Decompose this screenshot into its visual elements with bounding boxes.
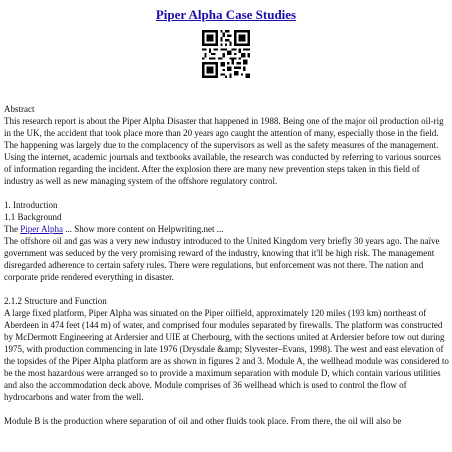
section-introduction-heading: 1. Introduction <box>4 200 58 210</box>
qr-code-icon <box>202 30 250 78</box>
document-body <box>4 103 450 427</box>
abstract-heading: Abstract <box>4 104 35 114</box>
paragraph-spacer <box>4 403 450 415</box>
background-intro-line <box>4 223 450 235</box>
section-structure-heading: 2.1.2 Structure and Function <box>4 296 107 306</box>
module-b-text: Module B is the production where separation of oil and other fluids took place. From there, the oil will also be <box>4 416 402 426</box>
title-container <box>0 6 452 24</box>
paragraph-spacer <box>4 187 450 199</box>
background-prefix: The <box>4 224 21 234</box>
section-background-heading: 1.1 Background <box>4 212 62 222</box>
paragraph-spacer <box>4 283 450 295</box>
page-title-link[interactable]: Piper Alpha Case Studies <box>155 7 297 22</box>
show-more-text: ... Show more content on Helpwriting.net ... <box>63 224 224 234</box>
piper-alpha-link[interactable]: Piper Alpha <box>20 224 63 234</box>
abstract-text: This research report is about the Piper Alpha Disaster that happened in 1988. Being one of the major oil production oil-rig in the UK, the accident that took place more than 20 years ago caught the attention of many, especially those in the field. The happening was largely due to the complacency of the supervisors as well as the safety measures of the management. Using the internet, academic journals and textbooks available, the research was conducted by referring to various sources of information regarding the incident. After the explosion there are many new prevention steps taken in this field of industry as well as new managing system of the offshore regulatory control. <box>4 116 444 186</box>
background-text: The offshore oil and gas was a very new industry introduced to the United Kingdom very briefly 30 years ago. The naïve government was seduced by the very promising reward of the industry, knowing that it'll be high risk. The management disregarded adherence to certain safety rules. There were regulations, but enforcement was not there. The nation and corporate pride rendered everything in disaster. <box>4 236 440 282</box>
structure-text: A large fixed platform, Piper Alpha was situated on the Piper oilfield, approximately 120 miles (193 km) northeast of Aberdeen in 474 feet (144 m) of water, and comprised four modules separated by firewalls. The platform was constructed by McDermott Engineering at Ardersier and UIE at Cherbourg, with the sections united at Ardersier before tow out during 1975, with production commencing in late 1976 (Drysdale &amp; Slyvester–Evans, 1998). The west and east elevation of the topsides of the Piper Alpha platform are as shown in figures 2 and 3. Module A, the wellhead module was considered to be the most hazardous were arranged so to provide a maximum separation with module D, which contain various utilities and also the accommodation deck above. Module comprises of 36 wellhead which is used to control the flow of hydrocarbons and water from the well. <box>4 308 449 402</box>
